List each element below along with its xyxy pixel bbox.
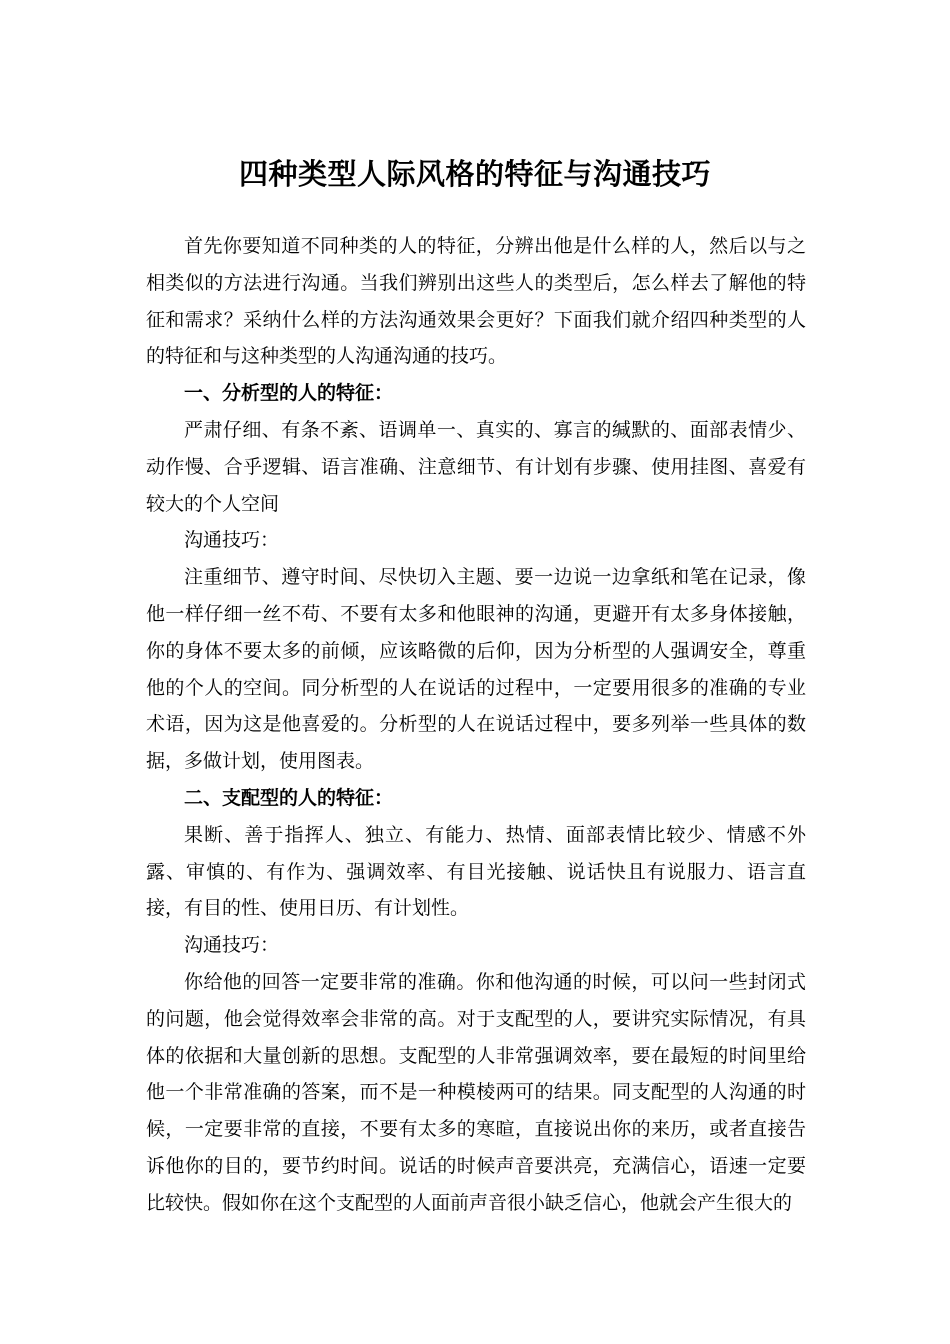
- intro-paragraph: 首先你要知道不同种类的人的特征，分辨出他是什么样的人，然后以与之相类似的方法进行沟通。当我们辨别出这些人的类型后，怎么样去了解他的特征和需求？采纳什么样的方法沟通效果会更好？下面我们就介绍四种类型的人的特征和与这种类型的人沟通沟通的技巧。: [146, 235, 806, 368]
- analytical-skills-paragraph: 注重细节、遵守时间、尽快切入主题、要一边说一边拿纸和笔在记录，像他一样仔细一丝不苟、不要有太多和他眼神的沟通，更避开有太多身体接触，你的身体不要太多的前倾，应该略微的后仰，因为分析型的人强调安全，尊重他的个人的空间。同分析型的人在说话的过程中，一定要用很多的准确的专业术语，因为这是他喜爱的。分析型的人在说话过程中，要多列举一些具体的数据，多做计划，使用图表。: [146, 566, 806, 773]
- dominant-traits-paragraph: 果断、善于指挥人、独立、有能力、热情、面部表情比较少、情感不外露、审慎的、有作为、强调效率、有目光接触、说话快且有说服力、语言直接，有目的性、使用日历、有计划性。: [146, 823, 806, 920]
- dominant-skills-label: 沟通技巧：: [184, 934, 280, 957]
- analytical-traits-paragraph: 严肃仔细、有条不紊、语调单一、真实的、寡言的缄默的、面部表情少、动作慢、合乎逻辑、语言准确、注意细节、有计划有步骤、使用挂图、喜爱有较大的个人空间: [146, 418, 806, 515]
- document-title: 四种类型人际风格的特征与沟通技巧: [238, 157, 711, 191]
- section-heading-dominant: 二、支配型的人的特征：: [184, 786, 394, 809]
- analytical-skills-label: 沟通技巧：: [184, 529, 280, 552]
- section-heading-analytical: 一、分析型的人的特征：: [184, 382, 394, 405]
- document-body: [146, 228, 806, 1222]
- dominant-skills-paragraph: 你给他的回答一定要非常的准确。你和他沟通的时候，可以问一些封闭式的问题，他会觉得效率会非常的高。对于支配型的人，要讲究实际情况，有具体的依据和大量创新的思想。支配型的人非常强调效率，要在最短的时间里给他一个非常准确的答案，而不是一种模棱两可的结果。同支配型的人沟通的时候，一定要非常的直接，不要有太多的寒暄，直接说出你的来历，或者直接告诉他你的目的，要节约时间。说话的时候声音要洪亮，充满信心，语速一定要比较快。假如你在这个支配型的人面前声音很小缺乏信心，他就会产生很大的: [146, 970, 806, 1214]
